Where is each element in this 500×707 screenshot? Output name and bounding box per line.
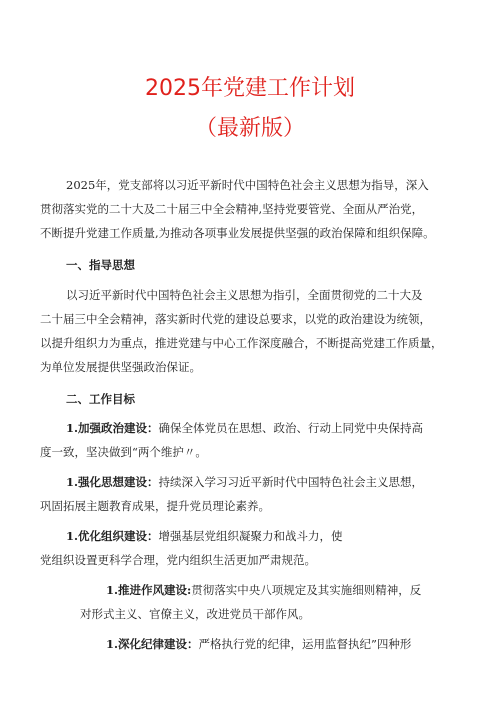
- document-title: 2025年党建工作计划: [145, 76, 355, 101]
- goal-item-ideology-cont: 巩固拓展主题教育成果，提升党员理论素养。: [40, 499, 270, 513]
- guiding-line-2: 二十届三中全会精神，落实新时代党的建设总要求，以党的政治建设为统领，: [40, 312, 431, 326]
- goal-lead: 1.加强政治建设：: [66, 421, 159, 435]
- intro-line-1: 2025年，党支部将以习近平新时代中国特色社会主义思想为指导，深入: [66, 178, 429, 192]
- guiding-line-4: 为单位发展提供坚强政治保证。: [40, 360, 201, 374]
- goal-text: 增强基层党组织凝聚力和战斗力，使: [158, 529, 343, 543]
- goal-text: 确保全体党员在思想、政治、行动上同党中央保持高: [158, 421, 424, 435]
- goal-item-organization-cont: 党组织设置更科学合理，党内组织生活更加严肃规范。: [40, 553, 316, 567]
- goal-item-style-cont: 对形式主义、官僚主义，改进党员干部作风。: [80, 607, 310, 621]
- goal-text: 持续深入学习习近平新时代中国特色社会主义思想，: [158, 475, 424, 489]
- goal-lead: 1.推进作风建设:: [106, 583, 192, 597]
- intro-line-2: 贯彻落实党的二十大及二十届三中全会精神,坚持党要管党、全面从严治党，: [40, 202, 424, 216]
- goal-item-discipline: [106, 636, 411, 652]
- goal-item-ideology: [66, 474, 423, 490]
- goal-lead: 1.强化思想建设：: [66, 475, 159, 489]
- goal-text: 贯彻落实中央八项规定及其实施细则精神，反: [191, 583, 422, 597]
- goal-text: 严格执行党的纪律，运用监督执纪”四种形: [198, 637, 412, 651]
- section-heading-guiding: 一、指导思想: [66, 258, 135, 272]
- goal-item-organization: [66, 528, 343, 544]
- goal-lead: 1.深化纪律建设：: [106, 637, 199, 651]
- goal-item-political-cont: 度一致，坚决做到“两个维护〃。: [40, 445, 207, 459]
- document-subtitle: （最新版）: [194, 116, 305, 141]
- section-heading-goals: 二、工作目标: [66, 392, 135, 406]
- goal-lead: 1.优化组织建设：: [66, 529, 159, 543]
- goal-item-political: [66, 420, 423, 436]
- goal-item-style: [106, 582, 421, 598]
- guiding-line-1: 以习近平新时代中国特色社会主义思想为指引，全面贯彻党的二十大及: [66, 288, 423, 302]
- guiding-line-3: 以提升组织力为重点，推进党建与中心工作深度融合，不断提高党建工作质量，: [40, 336, 443, 350]
- intro-line-3: 不断提升党建工作质量,为推动各项事业发展提供坚强的政治保障和组织保障。: [40, 226, 435, 240]
